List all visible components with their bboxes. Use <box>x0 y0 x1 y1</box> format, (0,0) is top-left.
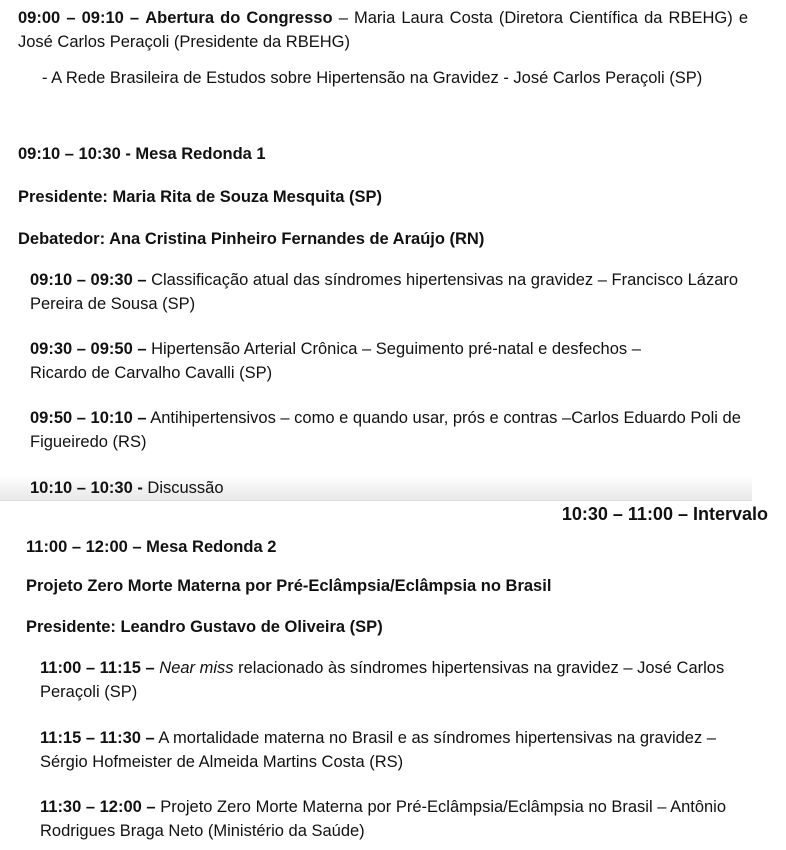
talk-text: Classificação atual das síndromes hipertensivas na gravidez – Francisco Lázaro Pereira de Sousa (SP) <box>30 271 739 313</box>
talk-time: 11:00 – 11:15 – <box>40 659 155 677</box>
mesa1-discussion <box>30 476 224 500</box>
talk-italic: Near miss <box>159 659 234 677</box>
mesa2-talk-1 <box>40 656 748 704</box>
talk-time: 09:50 – 10:10 – <box>30 409 147 427</box>
mesa1-president: Presidente: Maria Rita de Souza Mesquita (SP) <box>18 188 382 206</box>
mesa2-header: 11:00 – 12:00 – Mesa Redonda 2 <box>26 538 277 556</box>
mesa2-president: Presidente: Leandro Gustavo de Oliveira (SP) <box>26 618 383 636</box>
mesa1-talk-3 <box>30 406 760 454</box>
talk-text: Antihipertensivos – como e quando usar, prós e contras –Carlos Eduardo Poli de Figueiredo (RS) <box>30 409 741 451</box>
divider <box>0 500 752 501</box>
opening-sub-text: - A Rede Brasileira de Estudos sobre Hipertensão na Gravidez - José Carlos Peraçoli (SP) <box>42 69 703 87</box>
talk-time: 11:15 – 11:30 – <box>40 729 155 747</box>
talk-text: relacionado às síndromes hipertensivas na gravidez – José Carlos Peraçoli (SP) <box>40 659 725 701</box>
opening-sub <box>42 66 748 90</box>
opening-title: Abertura do Congresso <box>145 9 333 27</box>
mesa1-header: 09:10 – 10:30 - Mesa Redonda 1 <box>18 145 266 163</box>
opening-rest: – Maria Laura Costa (Diretora Científica da RBEHG) e José Carlos Peraçoli (Presidente da RBEHG) <box>18 9 749 51</box>
talk-text: Projeto Zero Morte Materna por Pré-Eclâmpsia/Eclâmpsia no Brasil – Antônio Rodrigues Braga Neto (Ministério da Saúde) <box>40 798 727 840</box>
mesa2-talk-3 <box>40 795 748 843</box>
opening-entry <box>18 6 748 54</box>
mesa1-debater: Debatedor: Ana Cristina Pinheiro Fernandes de Araújo (RN) <box>18 230 485 248</box>
talk-time: 09:30 – 09:50 – <box>30 340 147 358</box>
mesa2-project: Projeto Zero Morte Materna por Pré-Eclâmpsia/Eclâmpsia no Brasil <box>26 577 552 595</box>
mesa2-talk-2 <box>40 726 748 774</box>
talk-text: A mortalidade materna no Brasil e as síndromes hipertensivas na gravidez – Sérgio Hofmeister de Almeida Martins Costa (RS) <box>40 729 716 771</box>
mesa1-talk-1 <box>30 268 748 316</box>
mesa1-talk-2 <box>30 337 690 385</box>
discussion-label: Discussão <box>142 479 224 497</box>
talk-text: Hipertensão Arterial Crônica – Seguimento pré-natal e desfechos – Ricardo de Carvalho Cavalli (SP) <box>30 340 641 382</box>
talk-time: 09:10 – 09:30 – <box>30 271 147 289</box>
talk-time: 11:30 – 12:00 – <box>40 798 156 816</box>
interval: 10:30 – 11:00 – Intervalo <box>561 504 768 524</box>
opening-time: 09:00 – 09:10 – <box>18 9 140 27</box>
discussion-time: 10:10 – 10:30 - <box>30 479 143 497</box>
